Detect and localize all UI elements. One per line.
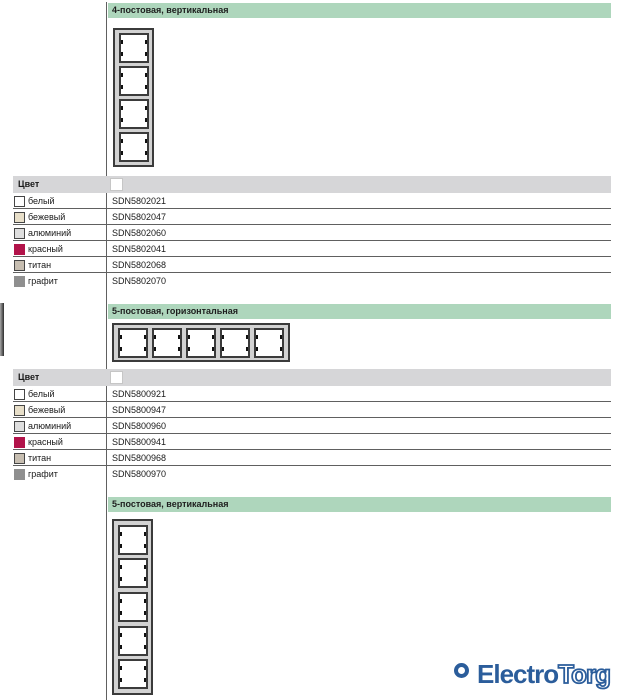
logo-text-secondary: Torg bbox=[558, 659, 610, 689]
product-code: SDN5802070 bbox=[112, 276, 167, 286]
color-swatch-titanium bbox=[14, 453, 25, 464]
table-row bbox=[13, 402, 611, 418]
product-code: SDN5800921 bbox=[112, 389, 167, 399]
frame-module bbox=[118, 558, 148, 588]
product-code: SDN5800960 bbox=[112, 421, 167, 431]
color-swatch-red bbox=[14, 437, 25, 448]
color-swatch-aluminium bbox=[14, 421, 25, 432]
table-row bbox=[13, 257, 611, 273]
color-name: графит bbox=[28, 469, 58, 479]
blank-swatch-icon bbox=[110, 178, 123, 191]
product-code: SDN5802060 bbox=[112, 228, 167, 238]
section-header-5-vertical bbox=[108, 497, 611, 512]
frame-module bbox=[119, 132, 149, 162]
color-swatch-graphite bbox=[14, 469, 25, 480]
table-row bbox=[13, 386, 611, 402]
frame-module bbox=[118, 525, 148, 555]
blank-swatch-icon bbox=[110, 371, 123, 384]
color-name: алюминий bbox=[28, 421, 72, 431]
frame-module bbox=[118, 626, 148, 656]
table-row bbox=[13, 450, 611, 466]
frame-module bbox=[119, 99, 149, 129]
frame-module bbox=[186, 328, 216, 358]
color-name: алюминий bbox=[28, 228, 72, 238]
frame-module bbox=[118, 659, 148, 689]
color-swatch-aluminium bbox=[14, 228, 25, 239]
table-header-row bbox=[13, 176, 611, 193]
product-code: SDN5802021 bbox=[112, 196, 167, 206]
color-swatch-white bbox=[14, 196, 25, 207]
color-swatch-beige bbox=[14, 405, 25, 416]
frame-module bbox=[152, 328, 182, 358]
product-code: SDN5802041 bbox=[112, 244, 167, 254]
color-name: красный bbox=[28, 437, 63, 447]
product-frame-4-gang-vertical bbox=[113, 28, 154, 167]
color-name: красный bbox=[28, 244, 63, 254]
table-row bbox=[13, 225, 611, 241]
table-row bbox=[13, 466, 611, 482]
table-row bbox=[13, 418, 611, 434]
frame-module bbox=[119, 33, 149, 63]
section-title: 5-постовая, горизонтальная bbox=[112, 306, 238, 316]
color-name: титан bbox=[28, 453, 52, 463]
logo-text bbox=[477, 659, 610, 689]
table-row bbox=[13, 434, 611, 450]
section-header-4-vertical bbox=[108, 3, 611, 18]
page-edge-tab bbox=[0, 303, 4, 356]
color-swatch-graphite bbox=[14, 276, 25, 287]
color-name: графит bbox=[28, 276, 58, 286]
table-row bbox=[13, 273, 611, 289]
table-header-row bbox=[13, 369, 611, 386]
power-icon bbox=[454, 663, 469, 678]
color-code-table-1 bbox=[13, 176, 611, 289]
frame-module bbox=[119, 66, 149, 96]
product-code: SDN5802068 bbox=[112, 260, 167, 270]
color-swatch-red bbox=[14, 244, 25, 255]
section-title: 5-постовая, вертикальная bbox=[112, 499, 229, 509]
column-divider-line bbox=[106, 2, 107, 700]
color-name: бежевый bbox=[28, 212, 66, 222]
product-code: SDN5802047 bbox=[112, 212, 167, 222]
product-frame-5-gang-horizontal bbox=[112, 323, 290, 362]
frame-module bbox=[220, 328, 250, 358]
color-name: бежевый bbox=[28, 405, 66, 415]
frame-module bbox=[118, 592, 148, 622]
table-row bbox=[13, 193, 611, 209]
product-code: SDN5800941 bbox=[112, 437, 167, 447]
product-code: SDN5800947 bbox=[112, 405, 167, 415]
color-name: титан bbox=[28, 260, 52, 270]
color-name: белый bbox=[28, 389, 55, 399]
color-swatch-beige bbox=[14, 212, 25, 223]
section-header-5-horizontal bbox=[108, 304, 611, 319]
logo-text-primary: Electro bbox=[477, 659, 559, 689]
frame-module bbox=[118, 328, 148, 358]
electrotorg-logo[interactable] bbox=[450, 651, 635, 699]
color-name: белый bbox=[28, 196, 55, 206]
color-swatch-white bbox=[14, 389, 25, 400]
color-column-header: Цвет bbox=[18, 179, 40, 189]
color-column-header: Цвет bbox=[18, 372, 40, 382]
table-row bbox=[13, 209, 611, 225]
product-code: SDN5800970 bbox=[112, 469, 167, 479]
product-code: SDN5800968 bbox=[112, 453, 167, 463]
table-row bbox=[13, 241, 611, 257]
frame-module bbox=[254, 328, 284, 358]
product-frame-5-gang-vertical bbox=[112, 519, 153, 695]
section-title: 4-постовая, вертикальная bbox=[112, 5, 229, 15]
color-swatch-titanium bbox=[14, 260, 25, 271]
color-code-table-2 bbox=[13, 369, 611, 482]
